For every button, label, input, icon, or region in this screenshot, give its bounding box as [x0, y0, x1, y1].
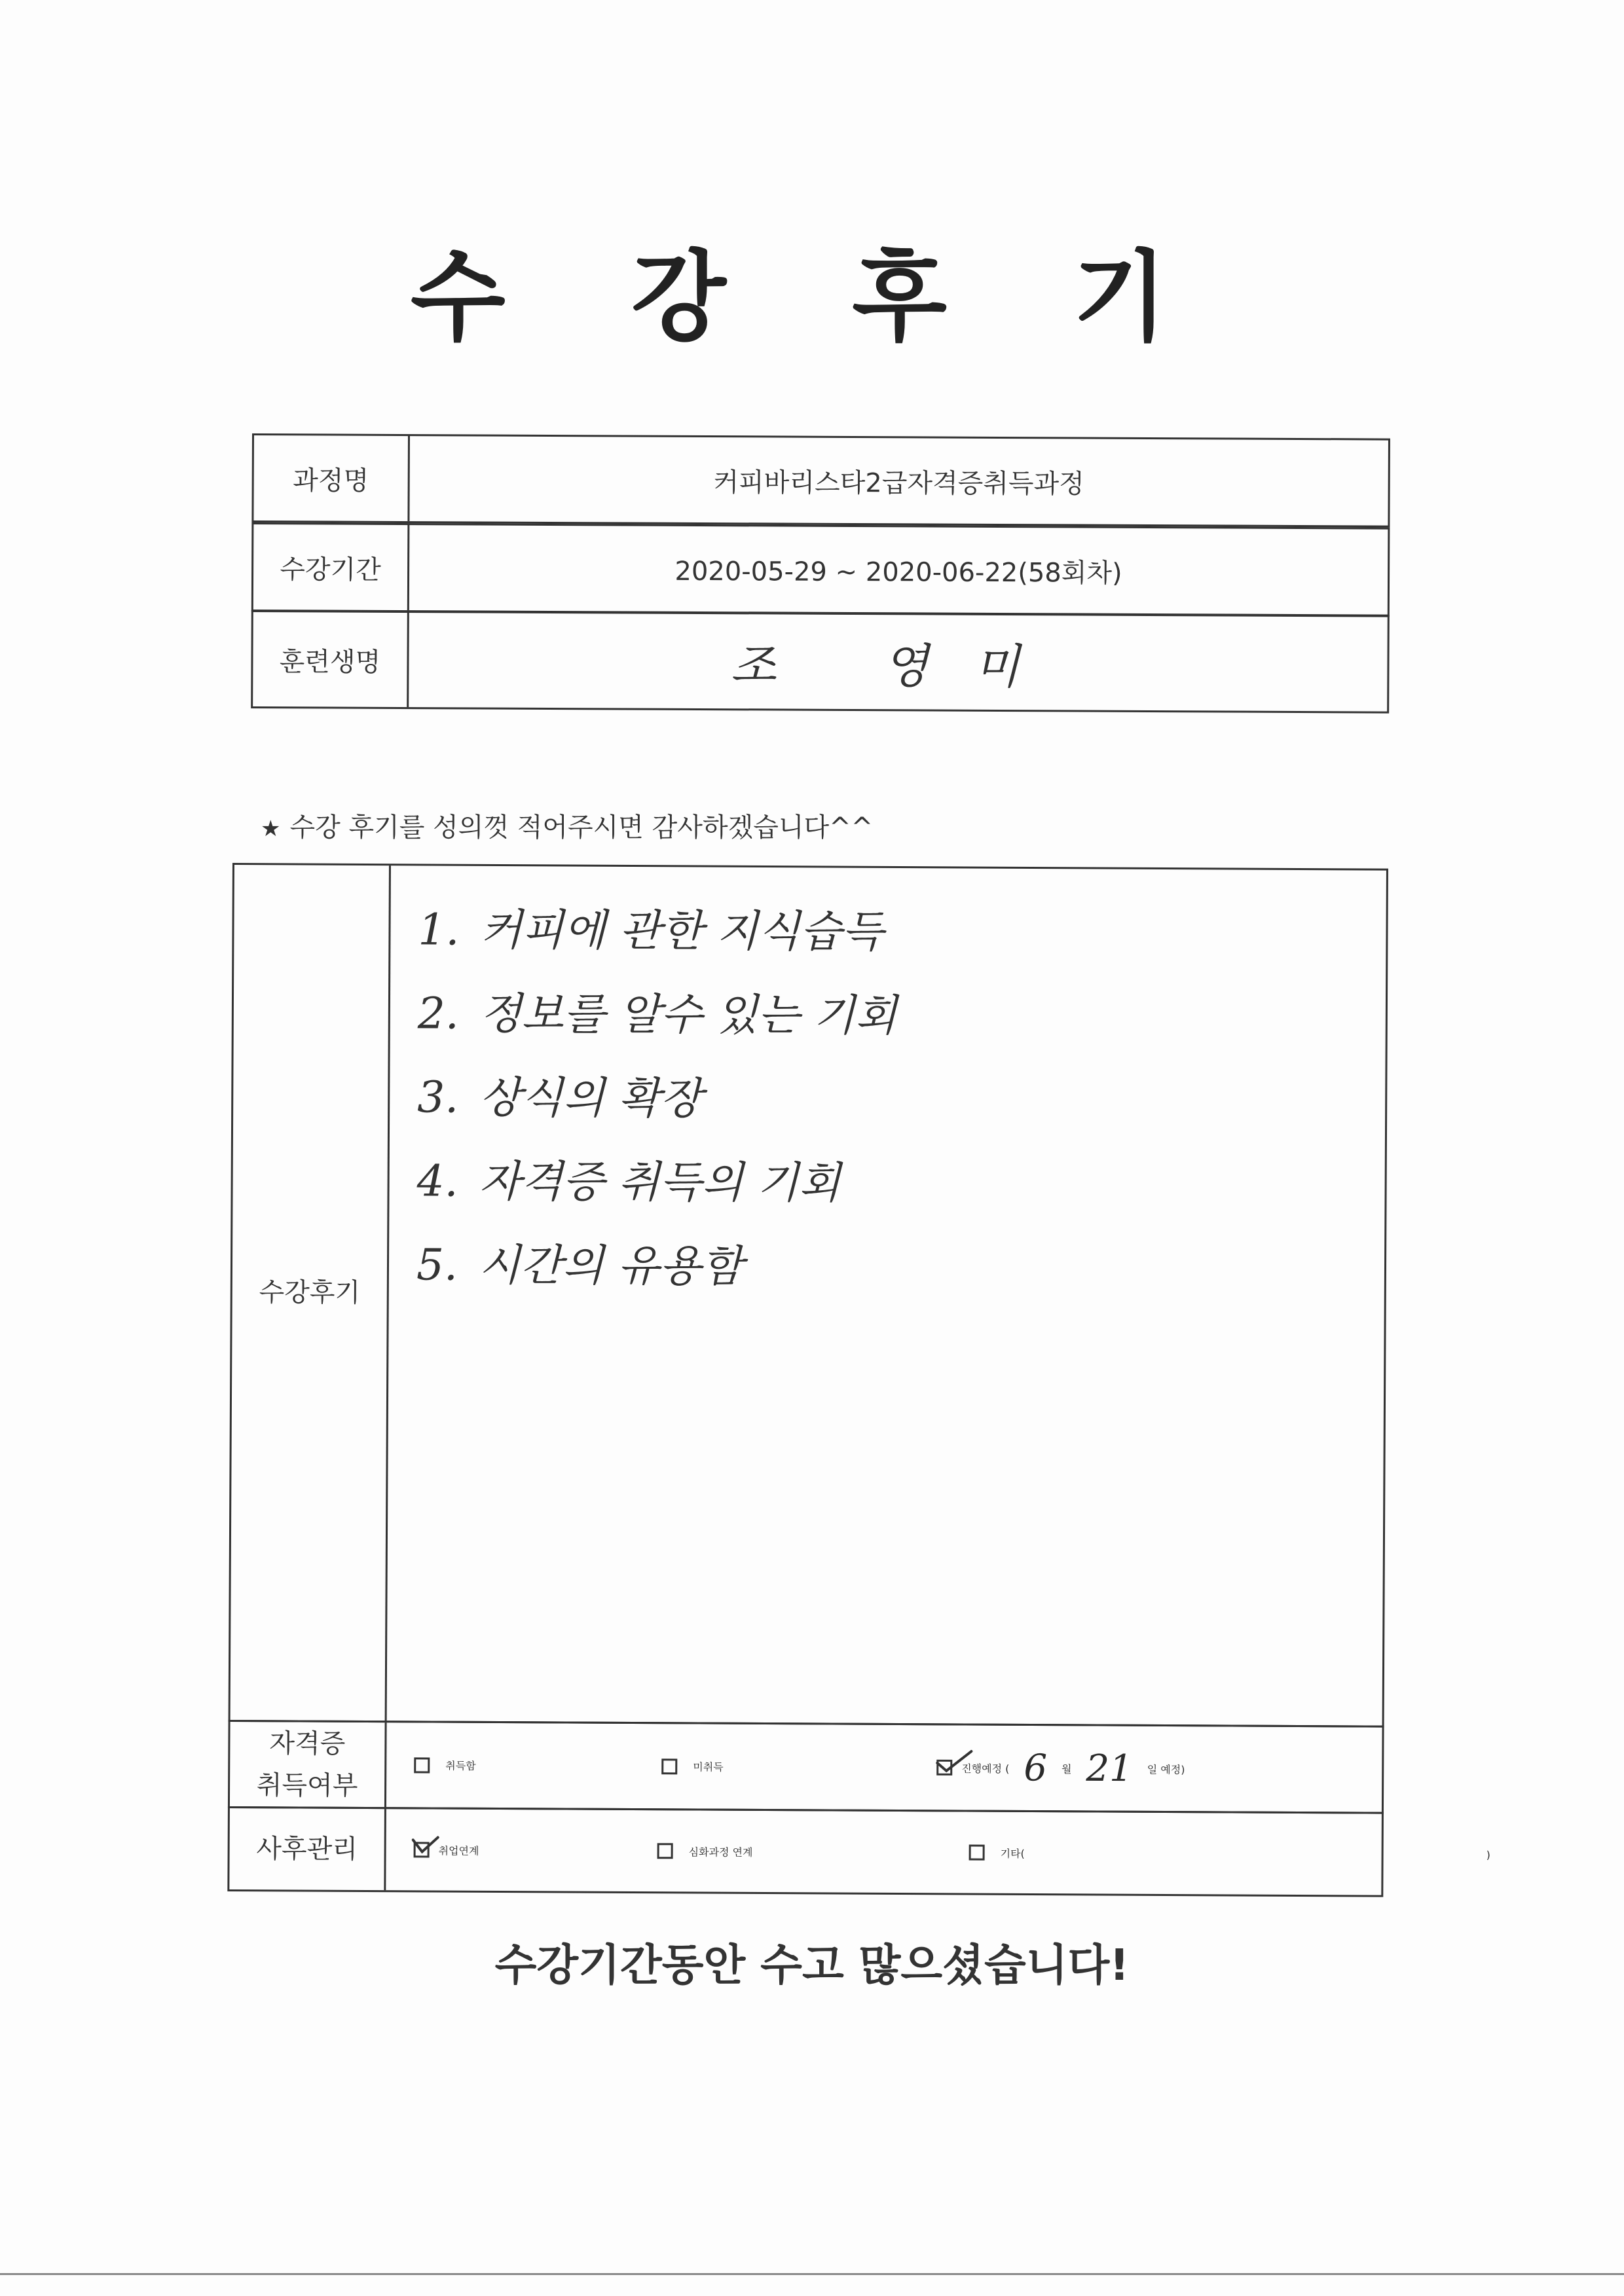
review-line — [416, 1232, 896, 1319]
planned-checkbox[interactable] — [936, 1760, 952, 1776]
trainee-name-handwritten[interactable]: 조 영미 — [730, 638, 1066, 695]
closing-message: 수강기간동안 수고 많으셨습니다! — [494, 1940, 1130, 1990]
course-label: 과정명 — [253, 435, 410, 521]
aftercare-options — [386, 1809, 1490, 1895]
review-line — [417, 981, 896, 1067]
certification-row — [228, 1720, 1384, 1814]
star-icon: ★ — [261, 816, 281, 842]
other-checkbox[interactable] — [969, 1845, 985, 1861]
review-line-number: 3. — [417, 1072, 459, 1123]
trainee-label: 훈련생명 — [253, 612, 409, 707]
course-row — [251, 433, 1390, 528]
option-not-acquired[interactable] — [661, 1758, 723, 1774]
review-line-number: 2. — [417, 988, 460, 1039]
review-line — [417, 1065, 896, 1151]
planned-month-unit: 월 — [1061, 1762, 1072, 1776]
other-label: 기타( — [1000, 1847, 1025, 1860]
certification-options — [386, 1722, 1382, 1812]
advanced-course-checkbox[interactable] — [657, 1843, 673, 1859]
review-content-area[interactable] — [387, 866, 1386, 1725]
review-line-number: 4. — [416, 1156, 458, 1207]
advanced-course-label: 심화과정 연계 — [688, 1845, 753, 1859]
not-acquired-label: 미취득 — [693, 1760, 724, 1774]
job-link-checkbox[interactable] — [414, 1842, 430, 1857]
option-advanced-course[interactable] — [657, 1843, 753, 1859]
review-row — [229, 863, 1388, 1728]
option-job-link[interactable] — [414, 1842, 479, 1857]
review-lines — [416, 897, 898, 1319]
course-value: 커피바리스타2급자격증취득과정 — [713, 467, 1084, 500]
review-line-text: 정보를 알수 있는 기회 — [479, 988, 897, 1041]
review-line — [416, 1148, 896, 1235]
not-acquired-checkbox[interactable] — [661, 1758, 677, 1774]
planned-month-value[interactable]: 6 — [1024, 1746, 1048, 1790]
certification-label-line1: 자격증 — [269, 1728, 346, 1759]
scan-edge-line — [0, 2273, 1624, 2275]
other-close-text: ) — [1486, 1848, 1490, 1861]
acquired-label: 취득함 — [445, 1759, 476, 1772]
planned-day-unit: 일 예정) — [1147, 1762, 1185, 1776]
notice-message: 수강 후기를 성의껏 적어주시면 감사하겠습니다^^ — [289, 812, 874, 843]
review-line-text: 상식의 확장 — [479, 1072, 703, 1124]
job-link-label: 취업연계 — [438, 1844, 479, 1857]
certification-label — [230, 1722, 387, 1807]
course-info-table — [251, 433, 1390, 718]
planned-day-value[interactable]: 21 — [1086, 1747, 1133, 1790]
aftercare-label — [229, 1808, 386, 1890]
review-line-text: 시간의 유용함 — [478, 1239, 743, 1292]
certification-label-line2: 취득여부 — [256, 1770, 358, 1801]
other-close-paren — [1486, 1849, 1490, 1861]
checkmark-icon — [934, 1749, 974, 1775]
review-label — [231, 865, 391, 1721]
acquired-checkbox[interactable] — [414, 1757, 430, 1773]
checkmark-icon — [412, 1831, 451, 1857]
period-value: 2020-05-29 ~ 2020-06-22(58회차) — [674, 556, 1122, 589]
aftercare-row — [227, 1806, 1490, 1897]
period-label: 수강기간 — [253, 524, 410, 610]
option-other[interactable] — [969, 1845, 1025, 1861]
review-line-number: 1. — [418, 904, 460, 955]
planned-label: 진행예정 ( — [961, 1762, 1010, 1775]
review-table — [227, 863, 1490, 1903]
review-line-text: 커피에 관한 지식습득 — [480, 904, 884, 957]
trainee-row — [251, 610, 1390, 714]
page-title: 수 강 후 기 — [410, 241, 1214, 355]
aftercare-label-text: 사후관리 — [256, 1834, 358, 1865]
notice-text — [261, 807, 873, 844]
review-line-text: 자격증 취득의 기회 — [479, 1156, 841, 1209]
option-planned[interactable] — [936, 1746, 1185, 1790]
review-label-text: 수강후기 — [259, 1277, 361, 1308]
review-line-number: 5. — [416, 1239, 458, 1290]
period-row — [251, 522, 1390, 617]
review-line — [418, 897, 897, 983]
option-acquired[interactable] — [414, 1757, 475, 1773]
